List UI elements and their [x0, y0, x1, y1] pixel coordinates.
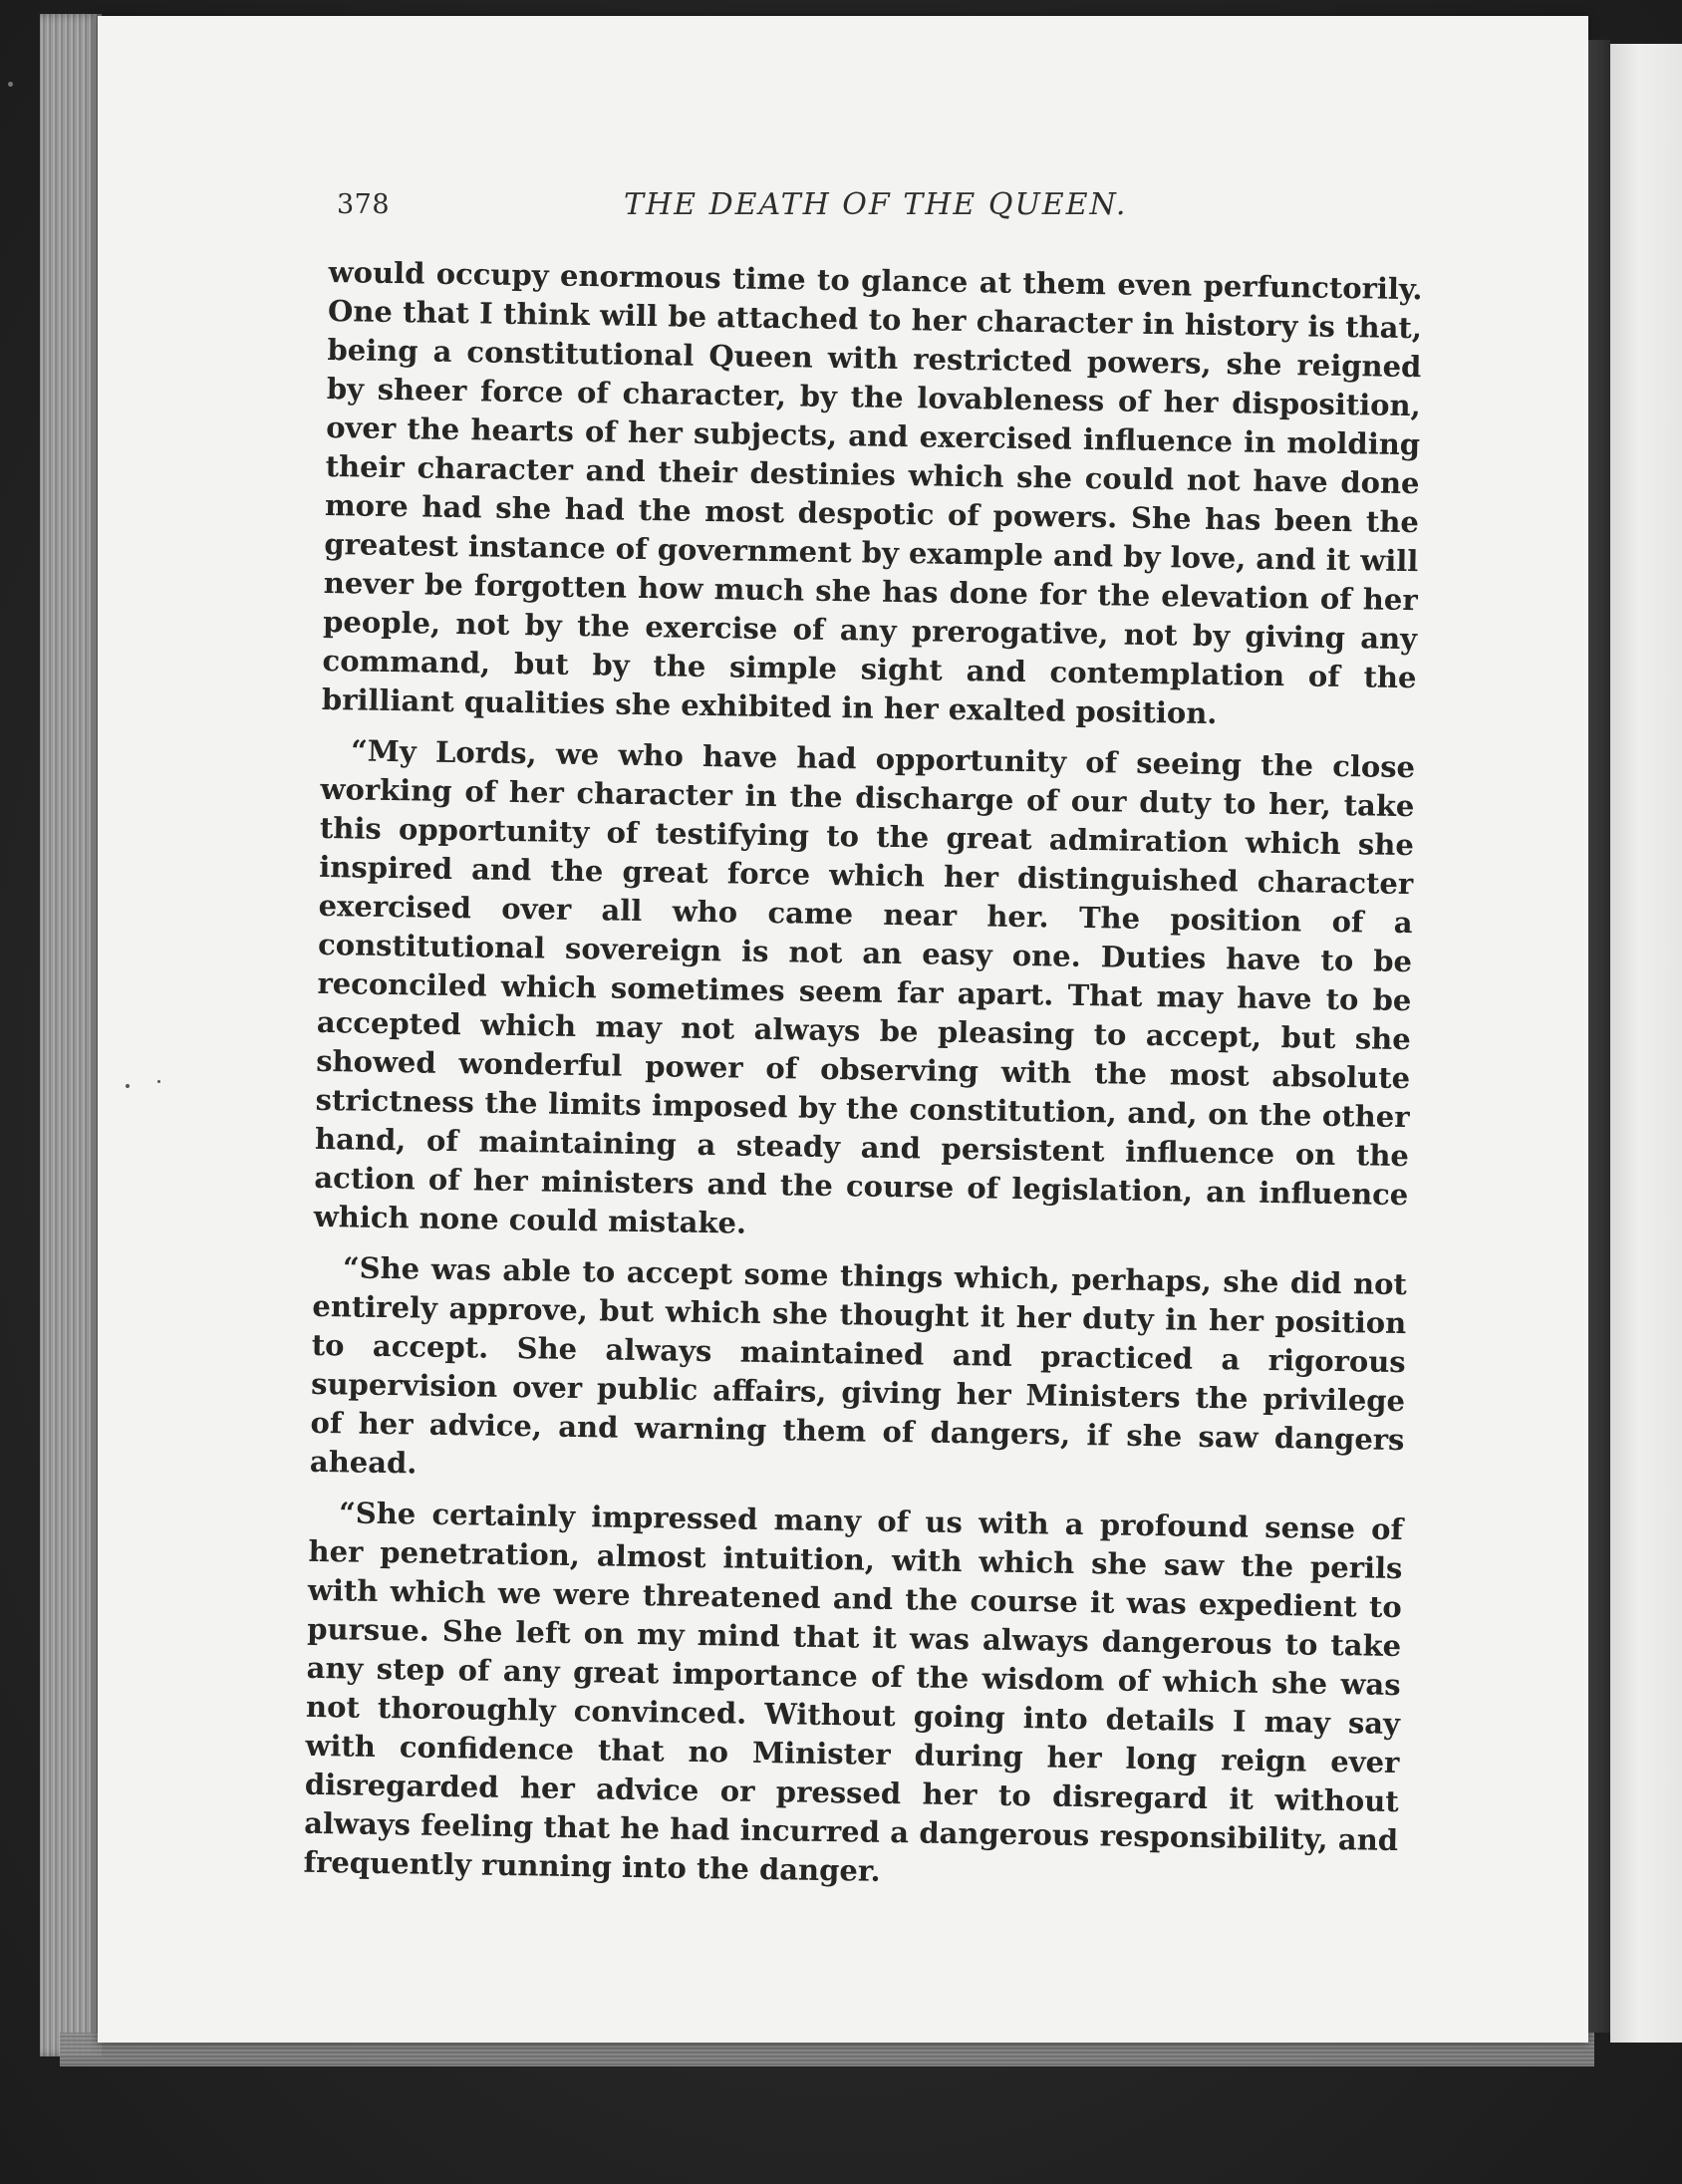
paragraph: would occupy enormous time to glance at them even perfunctorily. One that I think will be attached to her character in history is that, being a constitutional Queen with restricted powers, she reigned by sheer force of character, by the lovableness of her disposition, over the hearts of her subjects, and exercised influence in molding their character and their destinies which she could not have done more had she had the most despotic of powers. She has been the greatest instance of government by example and by love, and it will never be forgotten how much she has done for the elevation of her people, not by the exercise of any prerogative, not by giving any command, but by the simple sight and contemplation of the brilliant qualities she exhibited in her exalted position. — [321, 254, 1423, 731]
page-title: THE DEATH OF THE QUEEN. — [624, 187, 1128, 222]
scan-speck — [8, 82, 13, 87]
book-page-edges — [40, 14, 102, 2056]
page-number: 378 — [337, 189, 391, 220]
body-text — [303, 253, 1423, 1911]
paragraph: “She was able to accept some things which, perhaps, she did not entirely approve, but which she thought it her duty in her position to accept. She always maintained and practiced a rigorous supervision over public affairs, giving her Ministers the privilege of her advice, and warning them of dangers, if she saw dangers ahead. — [309, 1250, 1408, 1481]
running-head — [337, 189, 1413, 233]
facing-page — [1610, 44, 1682, 2043]
paragraph: “My Lords, we who have had opportunity of seeing the close working of her character in the discharge of our duty to her, take this opportunity of testifying to the great admiration which she inspired and the great force which her distinguished character exercised over all who came near her. The position of a constitutional sovereign is not an easy one. Duties have to be reconciled which sometimes seem far apart. That may have to be accepted which may not always be pleasing to accept, but she showed wonderful power of observing with the most absolute strictness the limits imposed by the constitution, and, on the other hand, of maintaining a steady and persistent influence on the action of her ministers and the course of legislation, an influence which none could mistake. — [313, 733, 1416, 1240]
scan-speck — [126, 1084, 130, 1088]
scan-speck — [157, 1080, 160, 1083]
paragraph: “She certainly impressed many of us with a profound sense of her penetration, almost intuition, with which she saw the perils with which we were threatened and the course it was expedient to pursue. She left on my mind that it was always dangerous to take any step of any great importance of the wisdom of which she was not thoroughly convinced. Without going into details I may say with confidence that no Minister during her long reign ever disregarded her advice or pressed her to disregard it without always feeling that he had incurred a dangerous responsibility, and frequently running into the danger. — [303, 1496, 1404, 1888]
